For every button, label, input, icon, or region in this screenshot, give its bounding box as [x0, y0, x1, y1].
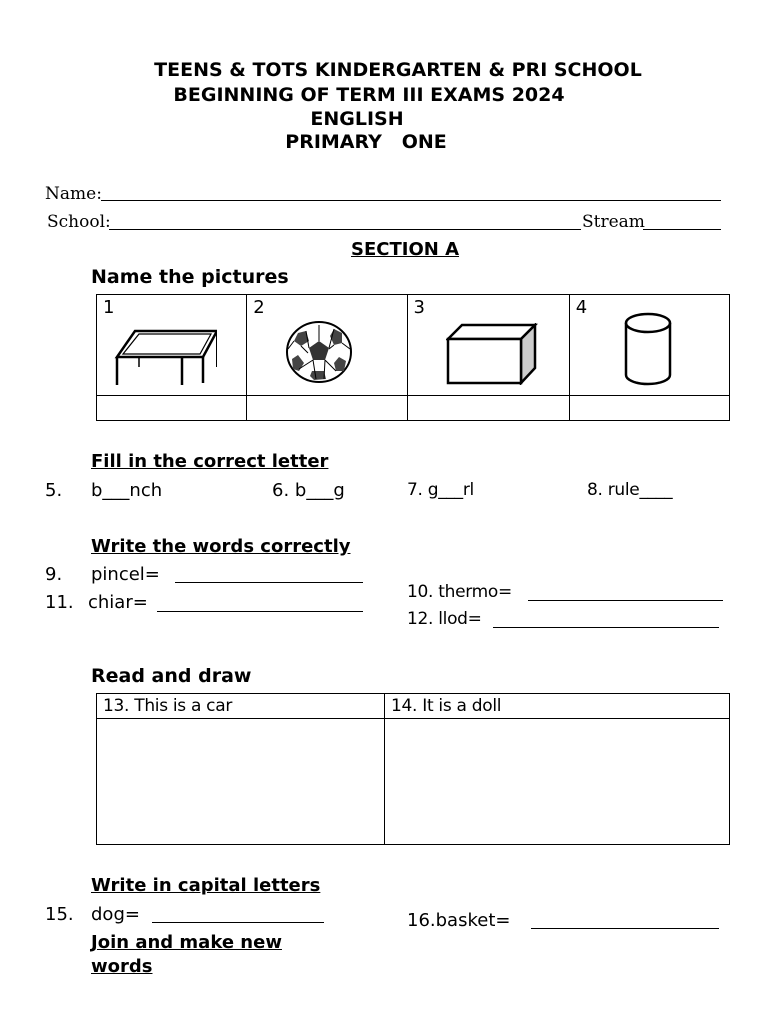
q12-answer-line[interactable]: [493, 627, 719, 628]
picture-cell: [407, 295, 569, 396]
q8-text[interactable]: 8. rule____: [587, 480, 673, 500]
class-title: PRIMARY ONE: [285, 131, 447, 153]
q7-text[interactable]: 7. g___rl: [407, 480, 474, 500]
q11-text: chiar=: [88, 592, 148, 613]
school-label: School:: [47, 212, 111, 232]
draw-table: [96, 693, 730, 845]
q9-answer-line[interactable]: [175, 582, 363, 583]
cylinder-icon: [623, 311, 673, 387]
answer-cell-4[interactable]: [569, 396, 729, 421]
stream-label: Stream: [582, 212, 645, 232]
q15-number: 15.: [45, 904, 74, 925]
capital-instruction: Write in capital letters: [91, 875, 321, 896]
q6-text[interactable]: 6. b___g: [272, 480, 345, 501]
q15-answer-line[interactable]: [152, 922, 324, 923]
picture-number: 3: [413, 297, 425, 318]
name-field[interactable]: [101, 200, 721, 201]
join-instruction-line2: words: [91, 956, 153, 977]
picture-number: 4: [575, 297, 588, 318]
q14-text: 14. It is a doll: [391, 696, 502, 716]
join-instruction-line1: Join and make new: [91, 932, 282, 953]
q16-text: 16.basket=: [407, 910, 511, 931]
subject-title: ENGLISH: [310, 108, 404, 130]
q16-answer-line[interactable]: [531, 928, 719, 929]
q11-answer-line[interactable]: [157, 611, 363, 612]
exam-title: BEGINNING OF TERM III EXAMS 2024: [173, 84, 565, 106]
picture-cell: [97, 295, 247, 396]
fill-instruction: Fill in the correct letter: [91, 451, 329, 472]
school-field[interactable]: [109, 229, 581, 230]
q10-text: 10. thermo=: [407, 582, 512, 602]
pictures-table: [96, 294, 730, 421]
q12-text: 12. llod=: [407, 609, 482, 629]
q10-answer-line[interactable]: [528, 600, 723, 601]
table-icon: [107, 323, 217, 393]
ball-icon: [284, 319, 354, 385]
draw-instruction: Read and draw: [91, 665, 252, 687]
q15-text: dog=: [91, 904, 140, 925]
box-icon: [446, 323, 538, 385]
picture-number: 1: [103, 297, 115, 318]
picture-number: 2: [253, 297, 265, 318]
q9-number: 9.: [45, 564, 63, 585]
q9-text: pincel=: [91, 564, 160, 585]
q5-text[interactable]: b___nch: [91, 480, 163, 501]
q5-number: 5.: [45, 480, 63, 501]
q13-draw-area[interactable]: [97, 719, 385, 845]
picture-cell: [247, 295, 407, 396]
spell-instruction: Write the words correctly: [91, 536, 351, 557]
name-label: Name:: [45, 184, 102, 204]
q13-text: 13. This is a car: [103, 696, 233, 716]
pictures-instruction: Name the pictures: [91, 266, 289, 288]
answer-cell-1[interactable]: [97, 396, 247, 421]
q11-number: 11.: [45, 592, 74, 613]
section-title: SECTION A: [351, 239, 460, 260]
q14-draw-area[interactable]: [385, 719, 730, 845]
answer-cell-2[interactable]: [247, 396, 407, 421]
answer-cell-3[interactable]: [407, 396, 569, 421]
draw-label-cell: [385, 694, 730, 719]
school-name: TEENS & TOTS KINDERGARTEN & PRI SCHOOL: [154, 59, 642, 81]
picture-cell: [569, 295, 729, 396]
draw-label-cell: [97, 694, 385, 719]
stream-field[interactable]: [643, 229, 721, 230]
